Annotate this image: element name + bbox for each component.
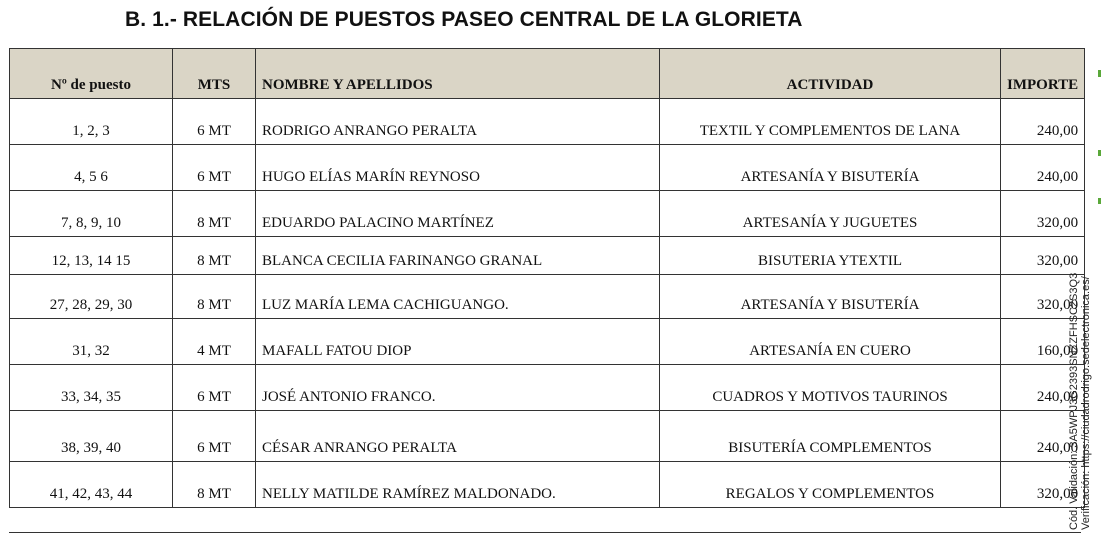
header-row: [10, 49, 1085, 99]
cell-name: HUGO ELÍAS MARÍN REYNOSO: [256, 145, 660, 191]
cell-meters: 6 MT: [173, 145, 256, 191]
cell-meters: 8 MT: [173, 275, 256, 319]
margin-mark: [1098, 70, 1101, 77]
table-row: [10, 275, 1085, 319]
cell-activity: REGALOS Y COMPLEMENTOS: [660, 462, 1001, 508]
cell-name: JOSÉ ANTONIO FRANCO.: [256, 365, 660, 411]
cell-amount: 320,00: [1001, 275, 1085, 319]
cell-meters: 6 MT: [173, 99, 256, 145]
cell-activity: TEXTIL Y COMPLEMENTOS DE LANA: [660, 99, 1001, 145]
cell-stall-number: 1, 2, 3: [10, 99, 173, 145]
cell-amount: 320,00: [1001, 191, 1085, 237]
cell-activity: ARTESANÍA EN CUERO: [660, 319, 1001, 365]
cell-stall-number: 27, 28, 29, 30: [10, 275, 173, 319]
cell-amount: 240,00: [1001, 411, 1085, 462]
table-row: [10, 191, 1085, 237]
cell-amount: 320,00: [1001, 237, 1085, 275]
table-row: [10, 99, 1085, 145]
cell-amount: 240,00: [1001, 365, 1085, 411]
validation-code: Cód. Validación: 3A5WPJ3G2393SNZZFHSC2S3Q3: [1068, 272, 1080, 530]
table-row: [10, 462, 1085, 508]
cell-amount: 160,00: [1001, 319, 1085, 365]
cell-name: MAFALL FATOU DIOP: [256, 319, 660, 365]
validation-stamp: [1068, 230, 1092, 530]
cell-name: LUZ MARÍA LEMA CACHIGUANGO.: [256, 275, 660, 319]
header-name: NOMBRE Y APELLIDOS: [256, 49, 660, 99]
cell-meters: 8 MT: [173, 191, 256, 237]
cell-activity: BISUTERÍA COMPLEMENTOS: [660, 411, 1001, 462]
cell-meters: 6 MT: [173, 365, 256, 411]
bottom-divider: [9, 532, 1081, 533]
cell-name: BLANCA CECILIA FARINANGO GRANAL: [256, 237, 660, 275]
cell-activity: BISUTERIA YTEXTIL: [660, 237, 1001, 275]
cell-stall-number: 31, 32: [10, 319, 173, 365]
cell-stall-number: 4, 5 6: [10, 145, 173, 191]
cell-amount: 240,00: [1001, 145, 1085, 191]
cell-amount: 240,00: [1001, 99, 1085, 145]
stalls-table: [9, 48, 1085, 508]
cell-stall-number: 41, 42, 43, 44: [10, 462, 173, 508]
margin-mark: [1098, 198, 1101, 204]
header-activity: ACTIVIDAD: [660, 49, 1001, 99]
verification-url: Verificación: https://ciudadrodrigo.sedelectronica.es/: [1080, 276, 1092, 530]
cell-stall-number: 33, 34, 35: [10, 365, 173, 411]
cell-stall-number: 7, 8, 9, 10: [10, 191, 173, 237]
table-row: [10, 411, 1085, 462]
cell-activity: ARTESANÍA Y BISUTERÍA: [660, 275, 1001, 319]
cell-activity: ARTESANÍA Y BISUTERÍA: [660, 145, 1001, 191]
table-row: [10, 237, 1085, 275]
cell-meters: 6 MT: [173, 411, 256, 462]
cell-meters: 8 MT: [173, 462, 256, 508]
margin-mark: [1098, 150, 1101, 156]
table-row: [10, 145, 1085, 191]
header-amount: IMPORTE: [1001, 49, 1085, 99]
cell-meters: 8 MT: [173, 237, 256, 275]
document-title: B. 1.- RELACIÓN DE PUESTOS PASEO CENTRAL DE LA GLORIETA: [125, 8, 803, 31]
cell-stall-number: 12, 13, 14 15: [10, 237, 173, 275]
table-row: [10, 319, 1085, 365]
header-meters: MTS: [173, 49, 256, 99]
header-stall-number: Nº de puesto: [10, 49, 173, 99]
cell-name: RODRIGO ANRANGO PERALTA: [256, 99, 660, 145]
table-row: [10, 365, 1085, 411]
cell-name: EDUARDO PALACINO MARTÍNEZ: [256, 191, 660, 237]
cell-stall-number: 38, 39, 40: [10, 411, 173, 462]
cell-meters: 4 MT: [173, 319, 256, 365]
cell-amount: 320,00: [1001, 462, 1085, 508]
cell-name: CÉSAR ANRANGO PERALTA: [256, 411, 660, 462]
cell-activity: ARTESANÍA Y JUGUETES: [660, 191, 1001, 237]
cell-name: NELLY MATILDE RAMÍREZ MALDONADO.: [256, 462, 660, 508]
cell-activity: CUADROS Y MOTIVOS TAURINOS: [660, 365, 1001, 411]
